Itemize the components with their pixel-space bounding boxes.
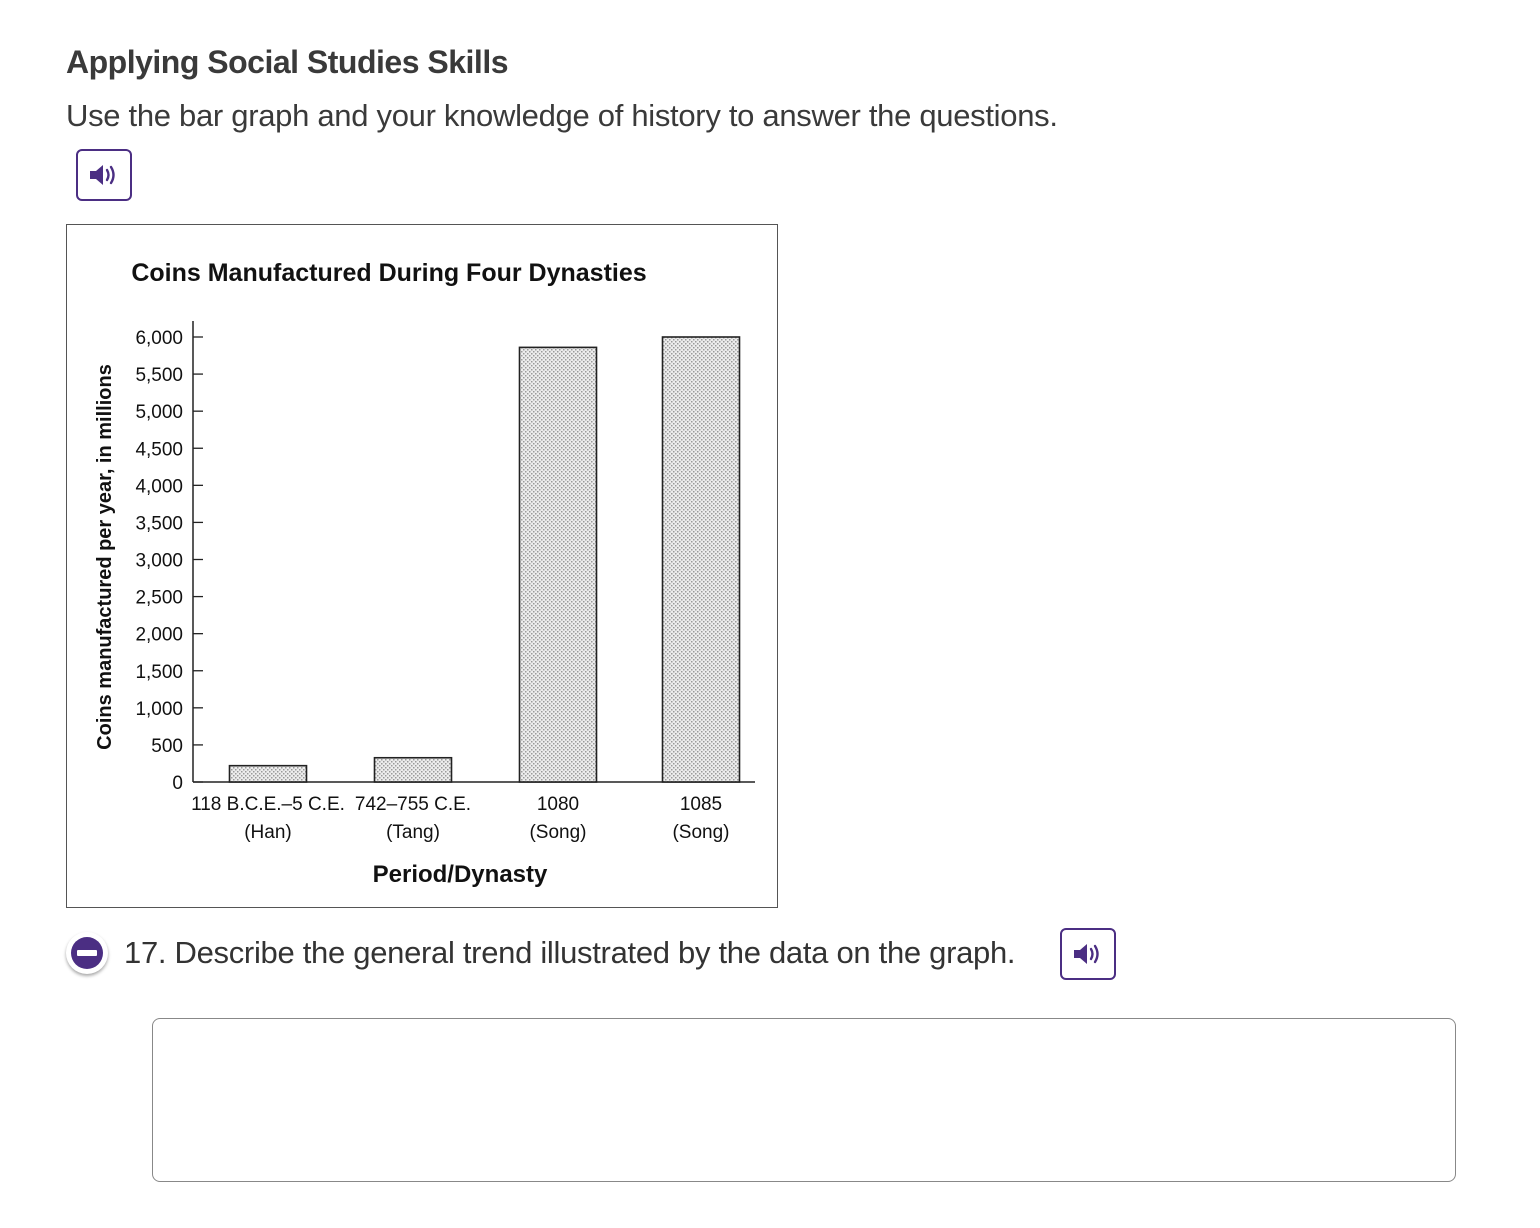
question-17-row bbox=[66, 928, 1015, 978]
question-17-text: 17. Describe the general trend illustrated by the data on the graph. bbox=[124, 935, 1016, 970]
bar bbox=[230, 766, 307, 782]
x-tick-layer bbox=[191, 794, 729, 843]
speaker-icon bbox=[1071, 940, 1105, 968]
y-tick-label: 2,500 bbox=[135, 587, 183, 609]
x-tick-sublabel: (Song) bbox=[672, 822, 730, 843]
chart-title: Coins Manufactured During Four Dynasties bbox=[131, 259, 647, 287]
x-tick-label: 742–755 C.E. bbox=[354, 794, 472, 815]
y-tick-label: 5,500 bbox=[135, 365, 183, 387]
x-tick-label: 1085 bbox=[679, 794, 723, 815]
y-tick-label: 1,000 bbox=[135, 698, 183, 720]
x-tick-label: 118 B.C.E.–5 C.E. bbox=[191, 794, 345, 815]
y-tick-label: 4,000 bbox=[135, 476, 183, 498]
bar bbox=[663, 337, 740, 782]
y-axis-label: Coins manufactured per year, in millions bbox=[94, 364, 116, 750]
bar-chart bbox=[66, 224, 778, 908]
chart-svg bbox=[67, 225, 777, 907]
bar bbox=[520, 347, 597, 782]
section-title: Applying Social Studies Skills bbox=[66, 44, 508, 80]
minus-circle-inner bbox=[71, 937, 103, 969]
x-tick-label: 1080 bbox=[536, 794, 580, 815]
y-tick-label: 5,000 bbox=[135, 402, 183, 424]
y-tick-label: 0 bbox=[172, 773, 183, 794]
y-tick-label: 2,000 bbox=[135, 624, 183, 646]
x-tick-sublabel: (Song) bbox=[529, 822, 587, 843]
minus-bar bbox=[77, 950, 97, 956]
minus-circle-icon[interactable] bbox=[66, 932, 108, 974]
y-tick-label: 3,000 bbox=[135, 550, 183, 572]
y-tick-label: 500 bbox=[151, 735, 183, 757]
answer-textarea[interactable] bbox=[152, 1018, 1456, 1182]
speaker-icon bbox=[87, 161, 121, 189]
x-axis-label: Period/Dynasty bbox=[372, 861, 548, 888]
y-tick-label: 6,000 bbox=[135, 328, 183, 349]
instructions-text: Use the bar graph and your knowledge of history to answer the questions. bbox=[66, 98, 1058, 133]
listen-instructions-button[interactable] bbox=[76, 149, 132, 201]
x-tick-sublabel: (Tang) bbox=[386, 822, 440, 843]
listen-question-button[interactable] bbox=[1060, 928, 1116, 980]
y-tick-label: 3,500 bbox=[135, 513, 183, 535]
y-tick-label: 4,500 bbox=[135, 439, 183, 461]
y-tick-label: 1,500 bbox=[135, 661, 183, 683]
bar bbox=[375, 758, 452, 782]
x-tick-sublabel: (Han) bbox=[244, 822, 292, 843]
bar-layer bbox=[230, 337, 740, 782]
